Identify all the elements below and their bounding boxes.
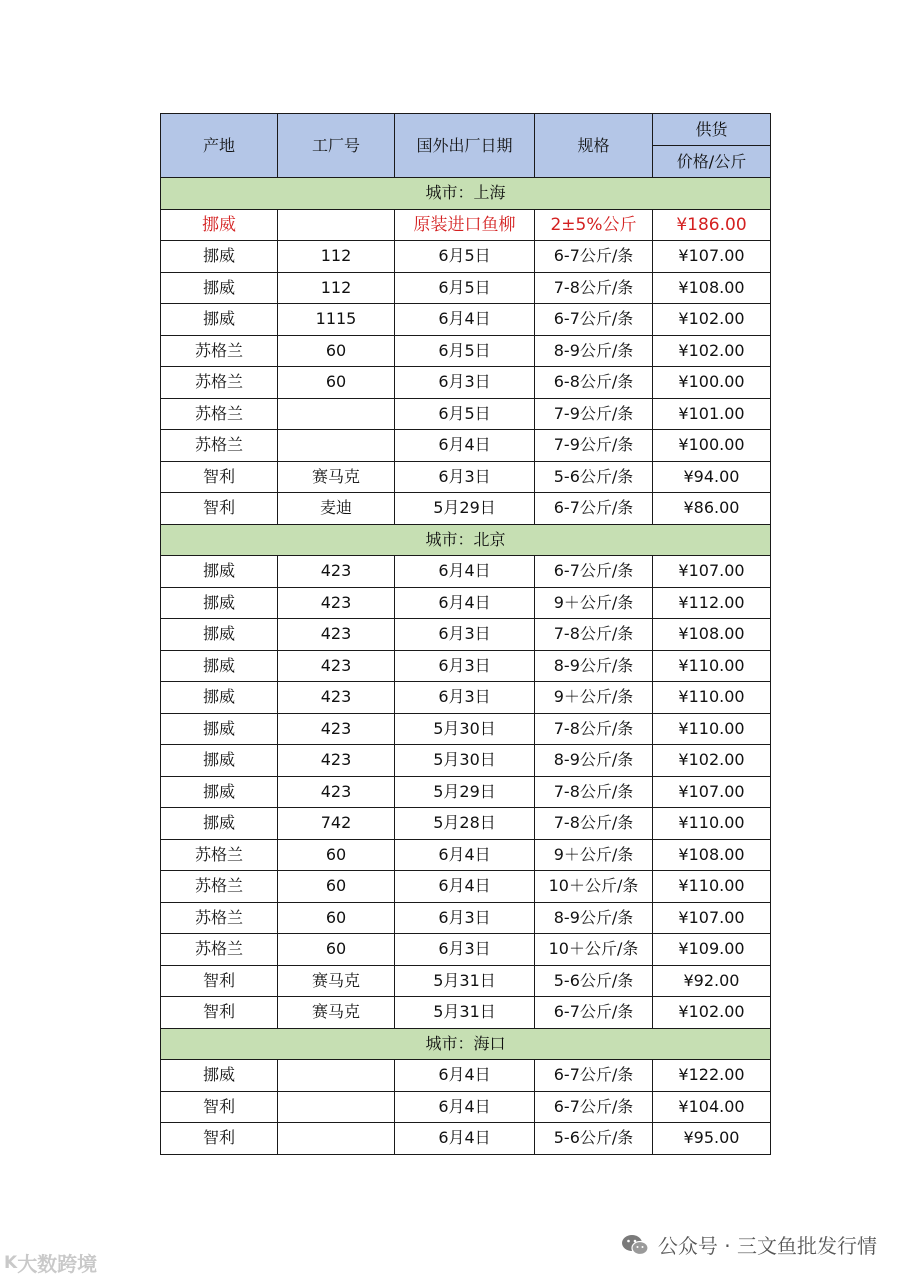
cell-factory: 423: [278, 556, 395, 588]
section-row: [161, 524, 771, 556]
cell-factory: 60: [278, 367, 395, 399]
cell-factory: [278, 1091, 395, 1123]
cell-factory: 112: [278, 272, 395, 304]
cell-spec: 9＋公斤/条: [535, 587, 653, 619]
table-row: [161, 587, 771, 619]
cell-spec: 8-9公斤/条: [535, 650, 653, 682]
cell-factory: [278, 1123, 395, 1155]
header-price: 价格/公斤: [653, 146, 771, 178]
cell-origin: 苏格兰: [161, 430, 278, 462]
wechat-icon: [620, 1233, 650, 1257]
watermark-left: [4, 1248, 97, 1277]
table-body: [161, 178, 771, 1155]
header-date: 国外出厂日期: [395, 114, 535, 178]
cell-origin: 苏格兰: [161, 398, 278, 430]
cell-origin: 苏格兰: [161, 934, 278, 966]
table-row: [161, 1060, 771, 1092]
cell-price: ¥102.00: [653, 997, 771, 1029]
table-row: [161, 965, 771, 997]
cell-origin: 苏格兰: [161, 367, 278, 399]
table-row: [161, 745, 771, 777]
cell-date: 6月3日: [395, 650, 535, 682]
table-row: [161, 776, 771, 808]
cell-factory: 423: [278, 587, 395, 619]
cell-factory: 麦迪: [278, 493, 395, 525]
cell-date: 6月3日: [395, 682, 535, 714]
cell-price: ¥110.00: [653, 808, 771, 840]
table-row: [161, 272, 771, 304]
cell-date: 6月4日: [395, 839, 535, 871]
cell-spec: 10＋公斤/条: [535, 871, 653, 903]
cell-origin: 智利: [161, 1123, 278, 1155]
cell-date: 5月31日: [395, 997, 535, 1029]
cell-factory: [278, 398, 395, 430]
cell-factory: 赛马克: [278, 997, 395, 1029]
cell-factory: 赛马克: [278, 461, 395, 493]
table-row: [161, 304, 771, 336]
cell-origin: 挪威: [161, 682, 278, 714]
cell-date: 5月30日: [395, 745, 535, 777]
cell-factory: [278, 209, 395, 241]
cell-spec: 10＋公斤/条: [535, 934, 653, 966]
cell-date: 6月3日: [395, 367, 535, 399]
cell-origin: 苏格兰: [161, 335, 278, 367]
table-row: [161, 241, 771, 273]
cell-spec: 8-9公斤/条: [535, 902, 653, 934]
cell-factory: [278, 430, 395, 462]
cell-date: 6月4日: [395, 556, 535, 588]
cell-price: ¥122.00: [653, 1060, 771, 1092]
cell-origin: 挪威: [161, 556, 278, 588]
table-row: [161, 556, 771, 588]
cell-spec: 9＋公斤/条: [535, 839, 653, 871]
cell-origin: 挪威: [161, 209, 278, 241]
cell-price: ¥104.00: [653, 1091, 771, 1123]
cell-origin: 智利: [161, 965, 278, 997]
cell-price: ¥102.00: [653, 745, 771, 777]
cell-price: ¥95.00: [653, 1123, 771, 1155]
cell-spec: 6-7公斤/条: [535, 1060, 653, 1092]
cell-price: ¥108.00: [653, 619, 771, 651]
cell-factory: 423: [278, 682, 395, 714]
cell-spec: 6-7公斤/条: [535, 556, 653, 588]
cell-spec: 7-9公斤/条: [535, 398, 653, 430]
cell-price: ¥110.00: [653, 650, 771, 682]
price-table: [160, 113, 771, 1155]
cell-spec: 9＋公斤/条: [535, 682, 653, 714]
cell-origin: 挪威: [161, 808, 278, 840]
cell-price: ¥107.00: [653, 556, 771, 588]
cell-date: 6月3日: [395, 902, 535, 934]
table-row: [161, 808, 771, 840]
cell-spec: 7-8公斤/条: [535, 776, 653, 808]
watermark-right: [620, 1230, 877, 1259]
cell-origin: 挪威: [161, 304, 278, 336]
cell-factory: 60: [278, 871, 395, 903]
cell-origin: 苏格兰: [161, 902, 278, 934]
header-supply: 供货: [653, 114, 771, 146]
cell-factory: 112: [278, 241, 395, 273]
cell-factory: 60: [278, 934, 395, 966]
section-city-label: 城市：上海: [161, 178, 771, 210]
brand-logo: K: [4, 1252, 16, 1273]
cell-spec: 5-6公斤/条: [535, 461, 653, 493]
cell-date: 6月3日: [395, 461, 535, 493]
table-row: [161, 682, 771, 714]
cell-factory: 423: [278, 650, 395, 682]
table-row: [161, 398, 771, 430]
cell-factory: 赛马克: [278, 965, 395, 997]
section-row: [161, 178, 771, 210]
cell-factory: [278, 1060, 395, 1092]
cell-factory: 423: [278, 713, 395, 745]
cell-date: 6月3日: [395, 934, 535, 966]
cell-origin: 智利: [161, 461, 278, 493]
table-row: [161, 902, 771, 934]
cell-spec: 7-8公斤/条: [535, 619, 653, 651]
cell-factory: 742: [278, 808, 395, 840]
cell-date: 6月4日: [395, 304, 535, 336]
table-row: [161, 871, 771, 903]
cell-date: 6月4日: [395, 871, 535, 903]
cell-price: ¥102.00: [653, 304, 771, 336]
table-row: [161, 1091, 771, 1123]
cell-origin: 苏格兰: [161, 839, 278, 871]
cell-spec: 7-9公斤/条: [535, 430, 653, 462]
cell-price: ¥92.00: [653, 965, 771, 997]
section-row: [161, 1028, 771, 1060]
table-row: [161, 1123, 771, 1155]
table-row: [161, 997, 771, 1029]
cell-spec: 8-9公斤/条: [535, 745, 653, 777]
cell-date: 原装进口鱼柳: [395, 209, 535, 241]
cell-factory: 60: [278, 902, 395, 934]
cell-spec: 7-8公斤/条: [535, 808, 653, 840]
cell-price: ¥94.00: [653, 461, 771, 493]
cell-price: ¥107.00: [653, 902, 771, 934]
cell-spec: 6-7公斤/条: [535, 997, 653, 1029]
cell-date: 5月29日: [395, 776, 535, 808]
cell-date: 6月5日: [395, 272, 535, 304]
section-city-label: 城市：北京: [161, 524, 771, 556]
cell-factory: 60: [278, 335, 395, 367]
cell-price: ¥102.00: [653, 335, 771, 367]
cell-price: ¥110.00: [653, 682, 771, 714]
cell-price: ¥110.00: [653, 713, 771, 745]
cell-date: 6月4日: [395, 1060, 535, 1092]
cell-price: ¥100.00: [653, 430, 771, 462]
watermark-left-text: 大数跨境: [17, 1252, 98, 1276]
cell-date: 6月4日: [395, 1123, 535, 1155]
section-city-label: 城市：海口: [161, 1028, 771, 1060]
cell-spec: 7-8公斤/条: [535, 713, 653, 745]
header-spec: 规格: [535, 114, 653, 178]
table-row: [161, 619, 771, 651]
cell-origin: 智利: [161, 997, 278, 1029]
cell-origin: 挪威: [161, 272, 278, 304]
table-row: [161, 839, 771, 871]
cell-spec: 6-7公斤/条: [535, 493, 653, 525]
cell-spec: 6-7公斤/条: [535, 241, 653, 273]
cell-factory: 423: [278, 619, 395, 651]
cell-spec: 6-7公斤/条: [535, 1091, 653, 1123]
cell-date: 6月5日: [395, 335, 535, 367]
cell-factory: 60: [278, 839, 395, 871]
table-row: [161, 461, 771, 493]
cell-date: 5月28日: [395, 808, 535, 840]
header-origin: 产地: [161, 114, 278, 178]
cell-spec: 8-9公斤/条: [535, 335, 653, 367]
cell-date: 6月4日: [395, 430, 535, 462]
cell-price: ¥109.00: [653, 934, 771, 966]
header-factory: 工厂号: [278, 114, 395, 178]
cell-spec: 7-8公斤/条: [535, 272, 653, 304]
cell-factory: 423: [278, 776, 395, 808]
cell-spec: 2±5%公斤: [535, 209, 653, 241]
table-row: [161, 367, 771, 399]
cell-date: 5月30日: [395, 713, 535, 745]
table-row: [161, 650, 771, 682]
watermark-right-text: 公众号 · 三文鱼批发行情: [657, 1234, 877, 1258]
table-row: [161, 430, 771, 462]
table-row: [161, 934, 771, 966]
cell-price: ¥107.00: [653, 776, 771, 808]
cell-origin: 挪威: [161, 241, 278, 273]
cell-origin: 挪威: [161, 587, 278, 619]
cell-spec: 5-6公斤/条: [535, 1123, 653, 1155]
cell-date: 6月3日: [395, 619, 535, 651]
cell-price: ¥110.00: [653, 871, 771, 903]
cell-origin: 挪威: [161, 1060, 278, 1092]
cell-price: ¥100.00: [653, 367, 771, 399]
cell-origin: 挪威: [161, 776, 278, 808]
cell-origin: 挪威: [161, 619, 278, 651]
cell-spec: 6-8公斤/条: [535, 367, 653, 399]
cell-spec: 5-6公斤/条: [535, 965, 653, 997]
cell-date: 6月5日: [395, 241, 535, 273]
cell-origin: 苏格兰: [161, 871, 278, 903]
table-row: [161, 713, 771, 745]
cell-date: 5月31日: [395, 965, 535, 997]
cell-price: ¥108.00: [653, 839, 771, 871]
cell-date: 5月29日: [395, 493, 535, 525]
table-row: [161, 493, 771, 525]
cell-origin: 挪威: [161, 713, 278, 745]
cell-price: ¥101.00: [653, 398, 771, 430]
cell-date: 6月5日: [395, 398, 535, 430]
cell-origin: 智利: [161, 493, 278, 525]
cell-date: 6月4日: [395, 1091, 535, 1123]
table-row: [161, 335, 771, 367]
cell-factory: 1115: [278, 304, 395, 336]
cell-origin: 挪威: [161, 650, 278, 682]
cell-origin: 挪威: [161, 745, 278, 777]
cell-price: ¥112.00: [653, 587, 771, 619]
cell-date: 6月4日: [395, 587, 535, 619]
cell-origin: 智利: [161, 1091, 278, 1123]
cell-factory: 423: [278, 745, 395, 777]
table-row: [161, 209, 771, 241]
cell-spec: 6-7公斤/条: [535, 304, 653, 336]
cell-price: ¥186.00: [653, 209, 771, 241]
cell-price: ¥108.00: [653, 272, 771, 304]
cell-price: ¥107.00: [653, 241, 771, 273]
cell-price: ¥86.00: [653, 493, 771, 525]
